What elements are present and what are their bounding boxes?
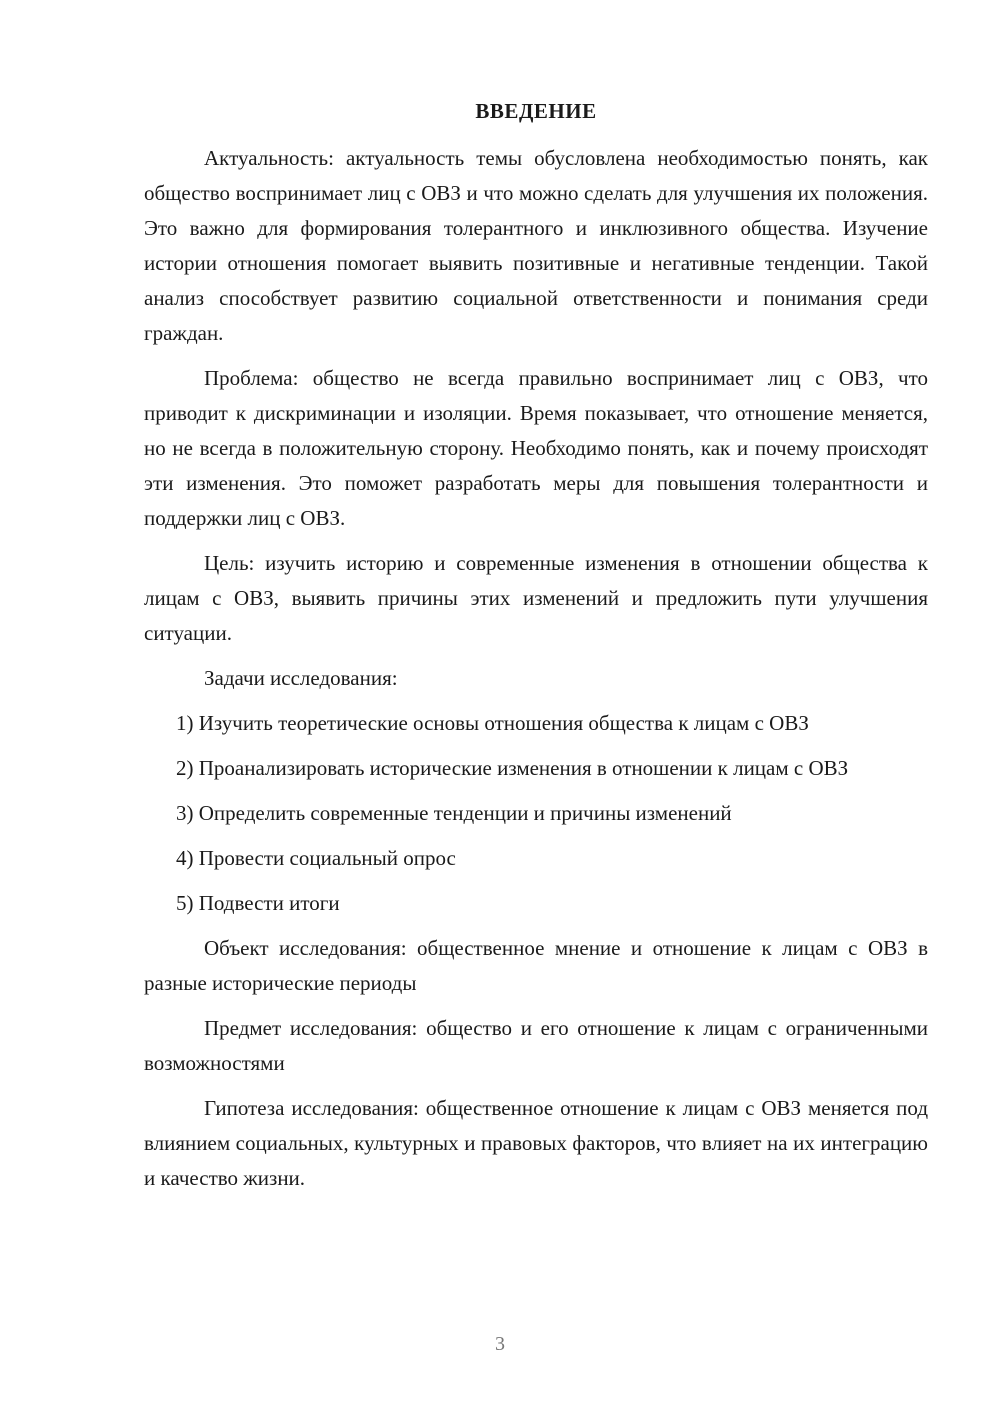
problem-paragraph: Проблема: общество не всегда правильно воспринимает лиц с ОВЗ, что приводит к дискриминации и изоляции. Время показывает, что отношение меняется, но не всегда в положительную сторону. Необходимо понять, как и почему происходят эти изменения. Это поможет разработать меры для повышения толерантности и поддержки лиц с ОВЗ. (144, 366, 928, 530)
tasks-title: Задачи исследования: (204, 666, 398, 690)
subject-paragraph: Предмет исследования: общество и его отношение к лицам с ограниченными возможностями (144, 1016, 928, 1075)
goal-paragraph: Цель: изучить историю и современные изменения в отношении общества к лицам с ОВЗ, выявить причины этих изменений и предложить пути улучшения ситуации. (144, 551, 928, 645)
relevance-paragraph: Актуальность: актуальность темы обусловлена необходимостью понять, как общество воспринимает лиц с ОВЗ и что можно сделать для улучшения их положения. Это важно для формирования толерантного и инклюзивного общества. Изучение истории отношения помогает выявить позитивные и негативные тенденции. Такой анализ способствует развитию социальной ответственности и понимания среди граждан. (144, 146, 928, 345)
page-number: 3 (495, 1333, 505, 1355)
task-item: 3) Определить современные тенденции и причины изменений (176, 801, 732, 825)
hypothesis-paragraph: Гипотеза исследования: общественное отношение к лицам с ОВЗ меняется под влиянием социальных, культурных и правовых факторов, что влияет на их интеграцию и качество жизни. (144, 1096, 928, 1190)
object-paragraph: Объект исследования: общественное мнение и отношение к лицам с ОВЗ в разные исторические периоды (144, 936, 928, 995)
task-item: 4) Провести социальный опрос (176, 846, 456, 870)
task-item: 2) Проанализировать исторические изменения в отношении к лицам с ОВЗ (176, 756, 849, 780)
page-content (144, 95, 928, 1206)
task-item: 1) Изучить теоретические основы отношения общества к лицам с ОВЗ (176, 711, 809, 735)
section-heading: ВВЕДЕНИЕ (475, 99, 597, 123)
task-item: 5) Подвести итоги (176, 891, 340, 915)
